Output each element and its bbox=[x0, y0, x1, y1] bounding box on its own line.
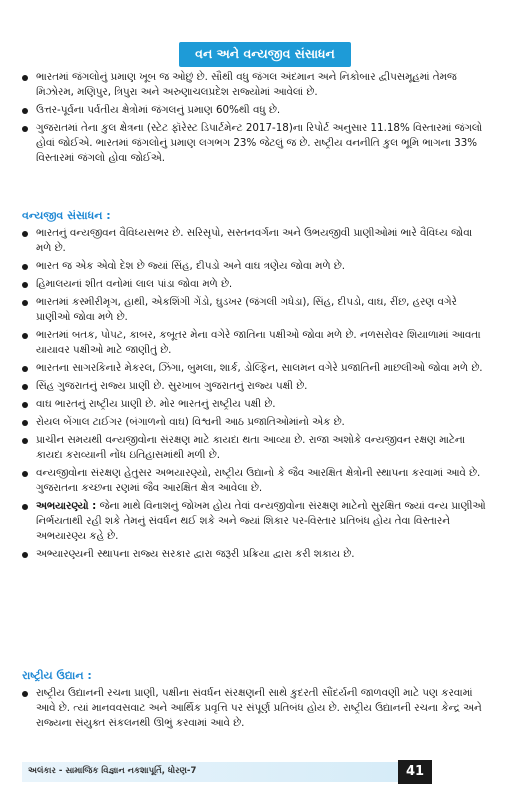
bullet-icon bbox=[22, 126, 28, 132]
list-item: ભારતનું વન્યજીવન વૈવિધ્યસભર છે. સરિસૃપો, સસ્તનવર્ગના અને ઉભયજીવી પ્રાણીઓમાં ભારે વૈવિધ્ય જોવા મળે છે. bbox=[0, 226, 530, 256]
list-item: સિંહ ગુજરાતનું રાજ્ય પ્રાણી છે. સુરખાબ ગુજરાતનું રાજ્ય પક્ષી છે. bbox=[0, 379, 530, 394]
bullet-icon bbox=[22, 231, 28, 237]
bullet-icon bbox=[22, 691, 28, 697]
list-item: ગુજરાતમાં તેના કુલ ક્ષેત્રના (સ્ટેટ ફૉરેસ્ટ ડિપાર્ટમેન્ટ 2017-18)ના રિપોર્ટ અનુસાર 11.18% વિસ્તારમાં જંગલો હોવાં જોઈએ. ભારતમાં જંગલોનું પ્રમાણ લગભગ 23% જેટલું જ છે. રાષ્ટ્રીય વનનીતિ કુલ ભૂમિ ભાગના 33% વિસ્તારમાં જંગલો હોવા જોઈએ. bbox=[0, 121, 530, 166]
list-item: અભ્યારણ્યની સ્થાપના રાજ્ય સરકાર દ્વારા જરૂરી પ્રક્રિયા દ્વારા કરી શકાય છે. bbox=[0, 547, 530, 562]
bullet-icon bbox=[22, 420, 28, 426]
page-title: વન અને વન્યજીવ સંસાધન bbox=[179, 42, 351, 67]
list-item: ભારતના સાગરકિનારે મેકરલ, ઝિંગા, બુમલા, શાર્ક, ડોલ્ફિન, સાલમન વગેરે પ્રજાતિની માછલીઓ જોવા મળે છે. bbox=[0, 361, 530, 376]
intro-list bbox=[0, 70, 530, 166]
bullet-icon bbox=[22, 552, 28, 558]
bullet-icon bbox=[22, 438, 28, 444]
list-item: ભારતમાં કસ્મીરીમૃગ, હાથી, એકશિંગી ગેંડો, ઘુડખર (જંગલી ગધેડા), સિંહ, દીપડો, વાઘ, રીંછ, હરણ વગેરે પ્રાણીઓ જોવા મળે છે. bbox=[0, 295, 530, 325]
section-heading-wildlife: વન્યજીવ સંસાધન : bbox=[22, 209, 111, 222]
page-number: 41 bbox=[398, 760, 432, 784]
bullet-icon bbox=[22, 402, 28, 408]
list-item: હિમાલયનાં શીત વનોમાં લાલ પાંડા જોવા મળે છે. bbox=[0, 277, 530, 292]
bullet-icon bbox=[22, 300, 28, 306]
bullet-icon bbox=[22, 75, 28, 81]
bullet-icon bbox=[22, 504, 28, 510]
sanctuary-text: જેના માથે વિનાશનું જોખમ હોય તેવાં વન્યજીવોના સંરક્ષણ માટેનો સુરક્ષિત જ્યાં વન્ય પ્રાણીઓ નિર્ભયતાથી રહી શકે તેમનું સંવર્ધન થઈ શકે અને જ્યાં શિકાર પર-વિસ્તાર પ્રતિબંધ હોય તેવા વિસ્તારને અભયારણ્ય કહે છે. bbox=[36, 500, 486, 542]
list-item: પ્રાચીન સમયથી વન્યજીવોના સંરક્ષણ માટે કાયદા થતા આવ્યા છે. રાજા અશોકે વન્યજીવન રક્ષણ માટેના કાયદા કરાવ્યાની નોંધ ઇતિહાસમાંથી મળી છે. bbox=[0, 433, 530, 463]
bullet-icon bbox=[22, 384, 28, 390]
list-item-sanctuary bbox=[0, 499, 530, 544]
bullet-icon bbox=[22, 282, 28, 288]
sanctuary-label: અભયારણ્યો : bbox=[36, 500, 97, 512]
page-footer bbox=[0, 762, 530, 784]
section-heading-national-park: રાષ્ટ્રીય ઉદ્યાન : bbox=[22, 669, 92, 682]
wildlife-list bbox=[0, 226, 530, 562]
list-item: વન્યજીવોના સંરક્ષણ હેતુસર અભયારણ્યો, રાષ્ટ્રીય ઉદ્યાનો કે જૈવ આરક્ષિત ક્ષેત્રોની સ્થાપના કરવામાં આવે છે. ગુજરાતના કચ્છના રણમાં જૈવ આરક્ષિત ક્ષેત્ર આવેલા છે. bbox=[0, 466, 530, 496]
list-item: ભારત જ એક એવો દેશ છે જ્યાં સિંહ, દીપડો અને વાઘ ત્રણેય જોવા મળે છે. bbox=[0, 259, 530, 274]
bullet-icon bbox=[22, 366, 28, 372]
list-item: ભારતમાં બતક, પોપટ, કાબર, કબૂતર મેના વગેરે જાતિના પક્ષીઓ જોવા મળે છે. નળસરોવર શિયાળામાં આવતા યાયાવર પક્ષીઓ માટે જાણીતું છે. bbox=[0, 328, 530, 358]
title-wrap bbox=[0, 42, 530, 67]
bullet-icon bbox=[22, 264, 28, 270]
bullet-icon bbox=[22, 333, 28, 339]
list-item: ભારતમાં જંગલોનું પ્રમાણ ખૂબ જ ઓછું છે. સૌથી વધુ જંગલ અંદમાન અને નિકોબાર દ્વીપસમૂહમાં તેમજ મિઝોરમ, મણિપુર, ત્રિપુરા અને અરુણાચલપ્રદેશ રાજ્યોમાં આવેલાં છે. bbox=[0, 70, 530, 100]
list-item: રોયલ બેંગાલ ટાઈગર (બંગાળનો વાઘ) વિશ્વની આઠ પ્રજાતિઓમાંનો એક છે. bbox=[0, 415, 530, 430]
list-item: વાઘ ભારતનું રાષ્ટ્રીય પ્રાણી છે. મોર ભારતનું રાષ્ટ્રીય પક્ષી છે. bbox=[0, 397, 530, 412]
footer-text: અલંકાર - સામાજિક વિજ્ઞાન નકશાપૂર્તિ, ધોરણ-7 bbox=[28, 766, 197, 776]
list-item: ઉત્તર-પૂર્વના પર્વતીય ક્ષેત્રોમાં જંગલનું પ્રમાણ 60%થી વધુ છે. bbox=[0, 103, 530, 118]
bullet-icon bbox=[22, 471, 28, 477]
list-item: રાષ્ટ્રીય ઉદ્યાનની રચના પ્રાણી, પક્ષીના સંવર્ધન સંરક્ષણની સાથે કુદરતી સૌંદર્યની જાળવણી માટે પણ કરવામાં આવે છે. ત્યાં માનવવસવાટ અને આર્થિક પ્રવૃત્તિ પર સંપૂર્ણ પ્રતિબંધ હોય છે. રાષ્ટ્રીય ઉદ્યાનની રચના કેન્દ્ર અને રાજ્યના સંયુક્ત સંકલનથી ઊભું કરવામાં આવે છે. bbox=[0, 686, 530, 731]
bullet-icon bbox=[22, 108, 28, 114]
national-park-list bbox=[0, 686, 530, 731]
